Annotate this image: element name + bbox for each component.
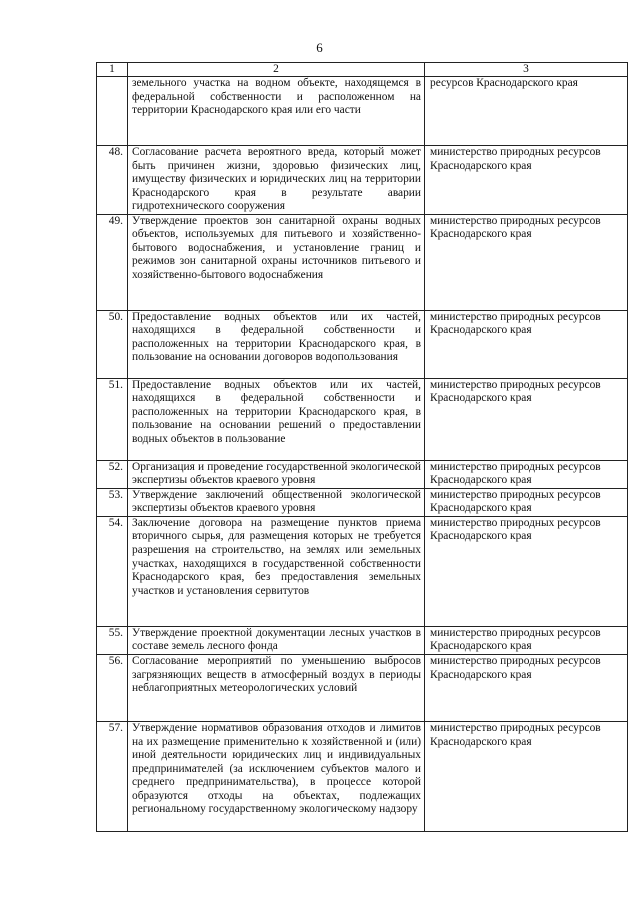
row-number: 52. (97, 460, 128, 488)
row-description: Организация и проведение государственной экологической экспертизы объектов краевого уровня (128, 460, 425, 488)
row-number: 56. (97, 655, 128, 722)
authority-table (96, 62, 628, 832)
row-number: 48. (97, 146, 128, 215)
table-row (97, 146, 628, 215)
table-row (97, 214, 628, 310)
row-number: 51. (97, 378, 128, 460)
row-description: Предоставление водных объектов или их частей, находящихся в федеральной собственности и расположенных на территории Краснодарского края, в пользование на основании решений о предоставлении водных объектов в пользование (128, 378, 425, 460)
table-row (97, 77, 628, 146)
table-row (97, 626, 628, 654)
row-description: Утверждение нормативов образования отходов и лимитов на их размещение применительно к хозяйственной и (или) иной деятельности юридических лиц и индивидуальных предпринимателей (за исключением субъектов малого и среднего предпринимательства), в процессе которой образуются отходы на объектах, подлежащих региональному государственному экологическому надзору (128, 722, 425, 832)
row-responsible-body: ресурсов Краснодарского края (425, 77, 628, 146)
table-row (97, 460, 628, 488)
column-header-body: 3 (425, 63, 628, 77)
row-number: 57. (97, 722, 128, 832)
table-row (97, 378, 628, 460)
row-description: Согласование мероприятий по уменьшению выбросов загрязняющих веществ в атмосферный воздух в периоды неблагоприятных метеорологических условий (128, 655, 425, 722)
row-number: 53. (97, 488, 128, 516)
row-responsible-body: министерство природных ресурсов Краснодарского края (425, 722, 628, 832)
row-number (97, 77, 128, 146)
row-responsible-body: министерство природных ресурсов Краснодарского края (425, 516, 628, 626)
table-header-row (97, 63, 628, 77)
column-header-number: 1 (97, 63, 128, 77)
row-number: 54. (97, 516, 128, 626)
row-description: земельного участка на водном объекте, находящемся в федеральной собственности и расположенном на территории Краснодарского края или его части (128, 77, 425, 146)
row-responsible-body: министерство природных ресурсов Краснодарского края (425, 626, 628, 654)
table-row (97, 310, 628, 378)
row-responsible-body: министерство природных ресурсов Краснодарского края (425, 460, 628, 488)
table-row (97, 488, 628, 516)
row-responsible-body: министерство природных ресурсов Краснодарского края (425, 310, 628, 378)
column-header-description: 2 (128, 63, 425, 77)
row-responsible-body: министерство природных ресурсов Краснодарского края (425, 378, 628, 460)
table-row (97, 722, 628, 832)
row-description: Утверждение проектной документации лесных участков в составе земель лесного фонда (128, 626, 425, 654)
table-row (97, 516, 628, 626)
row-description: Согласование расчета вероятного вреда, который может быть причинен жизни, здоровью физических лиц, имуществу физических и юридических лиц на территории Краснодарского края в результате аварии гидротехнического сооружения (128, 146, 425, 215)
row-responsible-body: министерство природных ресурсов Краснодарского края (425, 146, 628, 215)
row-description: Утверждение проектов зон санитарной охраны водных объектов, используемых для питьевого и хозяйственно-бытового водоснабжения, и установление границ и режимов зон санитарной охраны источников питьевого и хозяйственно-бытового водоснабжения (128, 214, 425, 310)
row-number: 55. (97, 626, 128, 654)
row-responsible-body: министерство природных ресурсов Краснодарского края (425, 488, 628, 516)
row-responsible-body: министерство природных ресурсов Краснодарского края (425, 655, 628, 722)
row-description: Заключение договора на размещение пунктов приема вторичного сырья, для размещения которых не требуется разрешения на строительство, на землях или земельных участках, находящихся в государственной собственности Краснодарского края, без предоставления земельных участков и установления сервитутов (128, 516, 425, 626)
row-number: 49. (97, 214, 128, 310)
row-description: Утверждение заключений общественной экологической экспертизы объектов краевого уровня (128, 488, 425, 516)
row-description: Предоставление водных объектов или их частей, находящихся в федеральной собственности и расположенных на территории Краснодарского края, в пользование на основании договоров водопользования (128, 310, 425, 378)
page-number: 6 (316, 40, 323, 55)
row-responsible-body: министерство природных ресурсов Краснодарского края (425, 214, 628, 310)
row-number: 50. (97, 310, 128, 378)
table-row (97, 655, 628, 722)
